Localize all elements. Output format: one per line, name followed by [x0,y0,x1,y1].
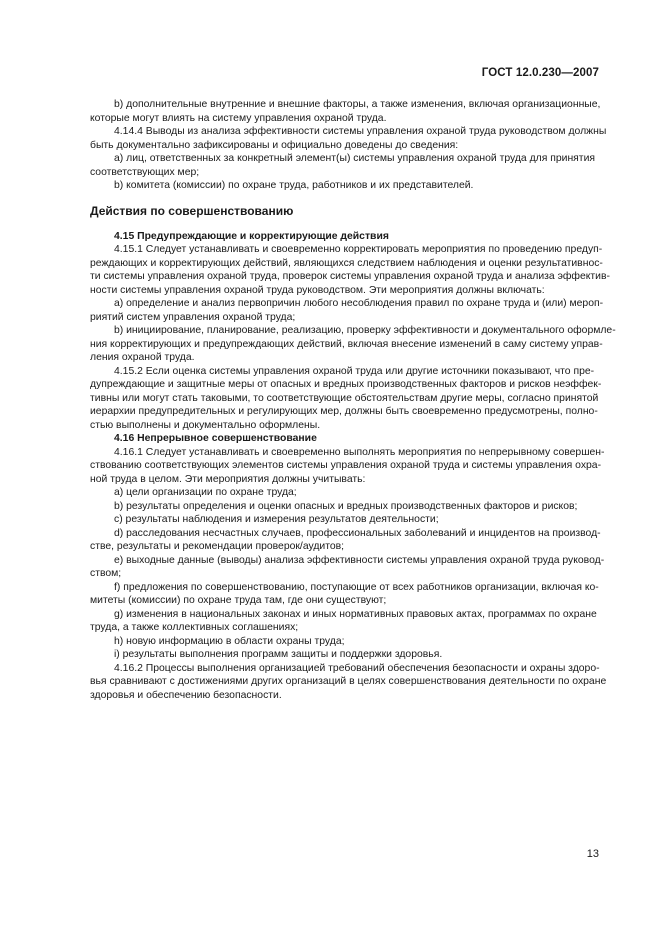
text-line: a) лиц, ответственных за конкретный элемент(ы) системы управления охраной труда для принятия [114,153,596,164]
text-line: 4.15.2 Если оценка системы управления охраной труда или другие источники показывают, что пре- [114,365,595,377]
text-line: ния корректирующих и предупреждающих действий, включая внесение изменений в саму систему управ- [90,338,603,350]
paragraph [90,581,598,608]
text-line: b) результаты определения и оценки опасных и вредных производственных факторов и рисков; [114,500,578,512]
page-number: 13 [586,848,599,860]
text-line: иерархии предупредительных и регулирующих мер, должны быть своевременно предусмотрены, полно- [90,406,598,417]
text-line: которые могут влиять на систему управления охраной труда. [90,112,387,124]
text-line: d) расследования несчастных случаев, профессиональных заболеваний и инцидентов на производ- [114,527,601,539]
text-line: дупреждающие и защитные меры от опасных и вредных производственных факторов и рисков неэффек- [90,379,602,390]
text-line: тивны или могут стать таковыми, то соответствующие обстоятельствам другие меры, согласно принятой [90,392,599,404]
text-line: b) комитета (комиссии) по охране труда, работников и их представителей. [114,180,474,191]
paragraph [90,324,616,365]
paragraph [90,648,598,662]
text-line: ти системы управления охраной труда, проверок системы управления охраной труда и анализа эффектив- [90,271,610,282]
text-line: стью выполнены и документально оформлены. [90,419,321,431]
paragraph [90,486,598,500]
paragraph [90,98,601,125]
section-4-15-paragraphs [90,243,616,432]
paragraph [90,554,605,581]
paragraph [90,179,598,193]
section-4-16-paragraphs [90,446,607,703]
text-line: ности системы управления охраной труда руководством. Эти мероприятия должны включать: [90,284,545,296]
text-line: ствованию соответствующих элементов системы управления охраной труда и системы управления охра- [90,460,602,471]
paragraph [90,635,598,649]
text-line: 4.16.1 Следует устанавливать и своевременно выполнять мероприятия по непрерывному совершен- [114,446,605,458]
text-line: стве, результаты и рекомендации проверок/аудитов; [90,541,345,552]
text-line: быть документально зафиксированы и официально доведены до сведения: [90,139,459,151]
text-line: 4.14.4 Выводы из анализа эффективности системы управления охраной труда руководством должны [114,126,607,137]
text-line: здоровья и обеспечению безопасности. [90,689,282,701]
subsection-4-15-heading [90,230,598,244]
subsection-4-15-title: 4.15 Предупреждающие и корректирующие действия [114,230,389,242]
text-line: труда, а также коллективных соглашениях; [90,622,299,633]
paragraph [90,297,604,324]
paragraph [90,125,607,152]
text-line: b) дополнительные внутренние и внешние факторы, а также изменения, включая организационные, [114,99,601,110]
text-line: g) изменения в национальных законах и иных нормативных правовых актах, программах по охране [114,608,597,620]
paragraph [90,152,598,179]
text-line: ством; [90,568,122,579]
standard-code-header: ГОСТ 12.0.230—2007 [481,67,599,79]
text-line: b) инициирование, планирование, реализацию, проверку эффективности и документального оформле- [114,325,616,336]
subsection-4-16-title: 4.16 Непрерывное совершенствование [114,433,317,444]
section-heading: Действия по совершенствованию [90,203,294,218]
text-line: 4.15.1 Следует устанавливать и своевременно корректировать мероприятия по проведению предуп- [114,244,603,255]
paragraph [90,608,598,635]
text-line: 4.16.2 Процессы выполнения организацией требований обеспечения безопасности и охраны здоро- [114,662,600,674]
text-line: вья сравнивают с достижениями других организаций в целях совершенствования деятельности по охране [90,676,607,687]
text-line: реждающих и корректирующих действий, являющихся следствием наблюдения и оценки результативнос- [90,257,603,269]
text-line: митеты (комиссии) по охране труда там, где они существуют; [90,595,387,606]
paragraph [90,662,607,703]
text-line: h) новую информацию в области охраны труда; [114,635,345,647]
text-line: a) цели организации по охране труда; [114,487,297,498]
text-line: a) определение и анализ первопричин любого несоблюдения правил по охране труда и (или) мероп- [114,298,604,309]
paragraph [90,513,598,527]
text-line: i) результаты выполнения программ защиты и поддержки здоровья. [114,649,443,660]
text-line: e) выходные данные (выводы) анализа эффективности системы управления охраной труда руковод- [114,554,605,566]
text-line: f) предложения по совершенствованию, поступающие от всех работников организации, включая ко- [114,581,599,593]
paragraph [90,446,605,487]
text-line: c) результаты наблюдения и измерения результатов деятельности; [114,514,439,525]
document-body [90,98,616,702]
text-line: ной труда в целом. Эти мероприятия должны учитывать: [90,473,366,485]
paragraph [90,243,610,297]
text-line: риятий систем управления охраной труда; [90,311,296,323]
text-line: ления охраной труда. [90,352,195,363]
paragraph [90,500,598,514]
text-line: соответствующих мер; [90,166,200,178]
subsection-4-16-heading [90,432,598,446]
paragraph [90,365,602,433]
paragraph [90,527,601,554]
top-paragraphs [90,98,607,193]
